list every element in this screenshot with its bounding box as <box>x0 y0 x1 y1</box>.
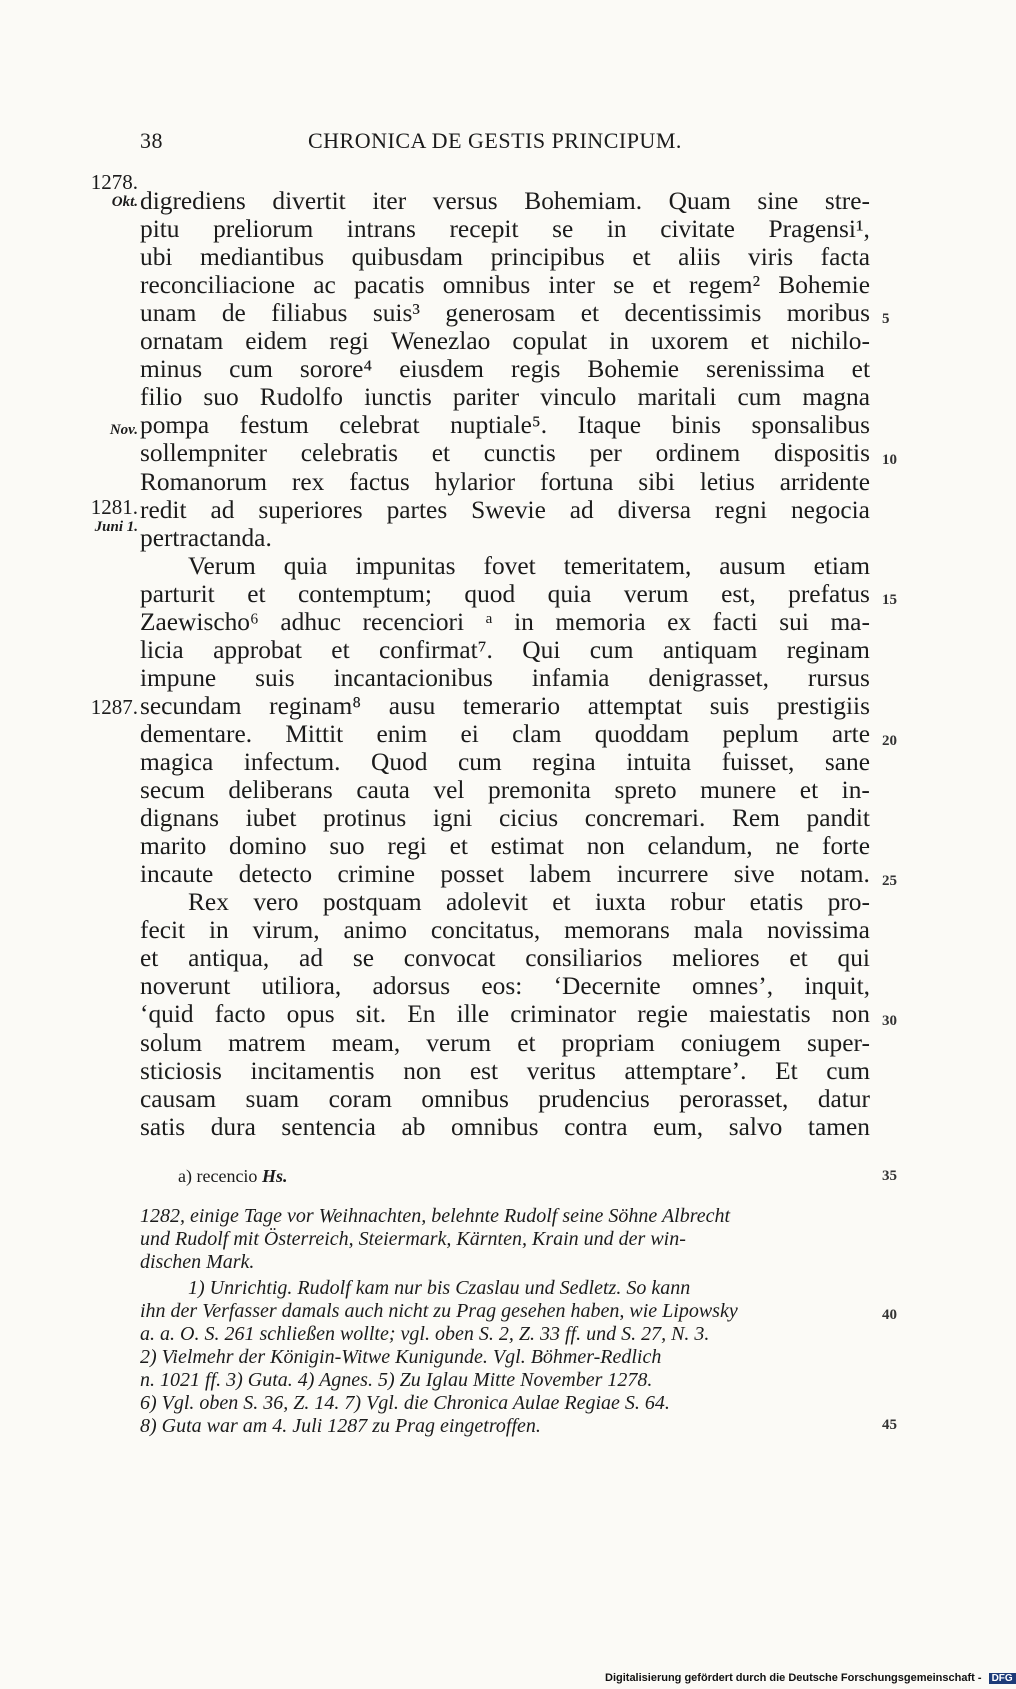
text-line: satis dura sentencia ab omnibus contra eum, salvo tamen <box>140 1112 870 1141</box>
text-line: filio suo Rudolfo iunctis pariter vinculo maritali cum magna <box>140 383 870 412</box>
page-number: 38 <box>140 128 163 153</box>
text-line: fecit in virum, animo concitatus, memorans mala novissima <box>140 916 870 945</box>
text-line: unam de filiabus suis³ generosam et decentissimis moribus <box>140 299 870 328</box>
text-line: solum matrem meam, verum et propriam coniugem super- <box>140 1028 870 1057</box>
line-number: 45 <box>882 1417 897 1433</box>
line-number: 35 <box>882 1168 897 1184</box>
line-number: 25 <box>882 873 897 889</box>
text-line: ubi mediantibus quibusdam principibus et aliis viris facta <box>140 243 870 272</box>
text-line: causam suam coram omnibus prudencius perorasset, datur <box>140 1084 870 1113</box>
footnote-text: a) recencio <box>178 1166 258 1186</box>
text-line: parturit et contemptum; quod quia verum est, prefatus <box>140 579 870 608</box>
text-line: Zaewischo⁶ adhuc recenciori ᵃ in memoria ex facti sui ma- <box>140 607 870 636</box>
text-line: sollempniter celebratis et cunctis per ordinem dispositis <box>140 439 870 468</box>
text-line: marito domino suo regi et estimat non celandum, ne forte <box>140 832 870 861</box>
text-line: pitu preliorum intrans recepit se in civitate Pragensi¹, <box>140 215 870 244</box>
note-line: ihn der Verfasser damals auch nicht zu Prag gesehen haben, wie Lipowsky <box>140 1300 738 1322</box>
note-line: a. a. O. S. 261 schließen wollte; vgl. oben S. 2, Z. 33 ff. und S. 27, N. 3. <box>140 1323 710 1345</box>
text-line: Verum quia impunitas fovet temeritatem, ausum etiam <box>188 551 870 580</box>
footnote-siglum: Hs. <box>261 1166 288 1186</box>
text-line: incaute detecto crimine posset labem incurrere sive notam. <box>140 860 870 889</box>
margin-date-1278 <box>68 172 138 212</box>
text-line: magica infectum. Quod cum regina intuita fuisset, sane <box>140 748 870 776</box>
margin-month: Okt. <box>111 194 138 210</box>
text-line: et antiqua, ad se convocat consiliarios meliores et qui <box>140 944 870 973</box>
note-line: 1282, einige Tage vor Weihnachten, belehnte Rudolf seine Söhne Albrecht <box>140 1205 731 1227</box>
text-line: pompa festum celebrat nuptiale⁵. Itaque binis sponsalibus <box>140 411 870 440</box>
text-line: secundam reginam⁸ ausu temerario attemptat suis prestigiis <box>140 691 870 720</box>
margin-date-1287 <box>68 697 138 717</box>
line-number: 40 <box>882 1307 897 1323</box>
footer-text: Digitalisierung gefördert durch die Deutsche Forschungsgemeinschaft - <box>605 1672 982 1684</box>
margin-month: Juni 1. <box>94 519 138 535</box>
text-line: digrediens divertit iter versus Bohemiam. Quam sine stre- <box>140 187 870 215</box>
running-title: CHRONICA DE GESTIS PRINCIPUM. <box>308 128 682 153</box>
funding-footer <box>605 1672 1016 1684</box>
line-number: 15 <box>882 592 897 608</box>
text-line: dementare. Mittit enim ei clam quoddam peplum arte <box>140 719 870 748</box>
margin-year: 1287. <box>90 695 138 719</box>
dfg-logo: DFG <box>989 1673 1016 1684</box>
text-line: ‘quid facto opus sit. En ille criminator regie maiestatis non <box>140 1000 870 1029</box>
text-line: pertractanda. <box>140 523 272 552</box>
margin-year: 1281. <box>90 495 138 519</box>
text-line: secum deliberans cauta vel premonita spreto munere et in- <box>140 776 870 805</box>
text-line: Romanorum rex factus hylarior fortuna sibi letius arridente <box>140 467 870 496</box>
text-line: redit ad superiores partes Swevie ad diversa regni negocia <box>140 495 870 524</box>
line-number: 5 <box>882 311 890 327</box>
note-line: n. 1021 ff. 3) Guta. 4) Agnes. 5) Zu Iglau Mitte November 1278. <box>140 1369 653 1391</box>
text-line: Rex vero postquam adolevit et iuxta robur etatis pro- <box>188 888 870 917</box>
note-line: dischen Mark. <box>140 1251 255 1273</box>
margin-year: 1278. <box>90 170 138 194</box>
text-line: ornatam eidem regi Wenezlao copulat in uxorem et nichilo- <box>140 327 870 356</box>
line-number: 30 <box>882 1013 897 1029</box>
margin-month: Nov. <box>109 422 138 438</box>
margin-date-nov <box>68 420 138 440</box>
text-line: impune suis incantacionibus infamia denigrasset, rursus <box>140 663 870 692</box>
note-line: 8) Guta war am 4. Juli 1287 zu Prag eingetroffen. <box>140 1415 541 1437</box>
text-line: licia approbat et confirmat⁷. Qui cum antiquam reginam <box>140 635 870 664</box>
margin-date-1281 <box>68 497 138 537</box>
note-line: 6) Vgl. oben S. 36, Z. 14. 7) Vgl. die Chronica Aulae Regiae S. 64. <box>140 1392 670 1414</box>
textual-footnote <box>178 1166 287 1187</box>
note-line: und Rudolf mit Österreich, Steiermark, Kärnten, Krain und der win- <box>140 1228 686 1250</box>
note-line: 2) Vielmehr der Königin-Witwe Kunigunde. Vgl. Böhmer-Redlich <box>140 1346 662 1368</box>
text-line: noverunt utiliora, adorsus eos: ‘Decernite omnes’, inquit, <box>140 972 870 1001</box>
text-line: sticiosis incitamentis non est veritus attemptare’. Et cum <box>140 1056 870 1085</box>
text-line: minus cum sorore⁴ eiusdem regis Bohemie serenissima et <box>140 355 870 384</box>
text-line: dignans iubet protinus igni cicius concremari. Rem pandit <box>140 804 870 833</box>
text-line: reconciliacione ac pacatis omnibus inter se et regem² Bohemie <box>140 271 870 300</box>
line-number: 10 <box>882 452 897 468</box>
line-number: 20 <box>882 733 897 749</box>
note-line: 1) Unrichtig. Rudolf kam nur bis Czaslau und Sedletz. So kann <box>188 1277 691 1299</box>
